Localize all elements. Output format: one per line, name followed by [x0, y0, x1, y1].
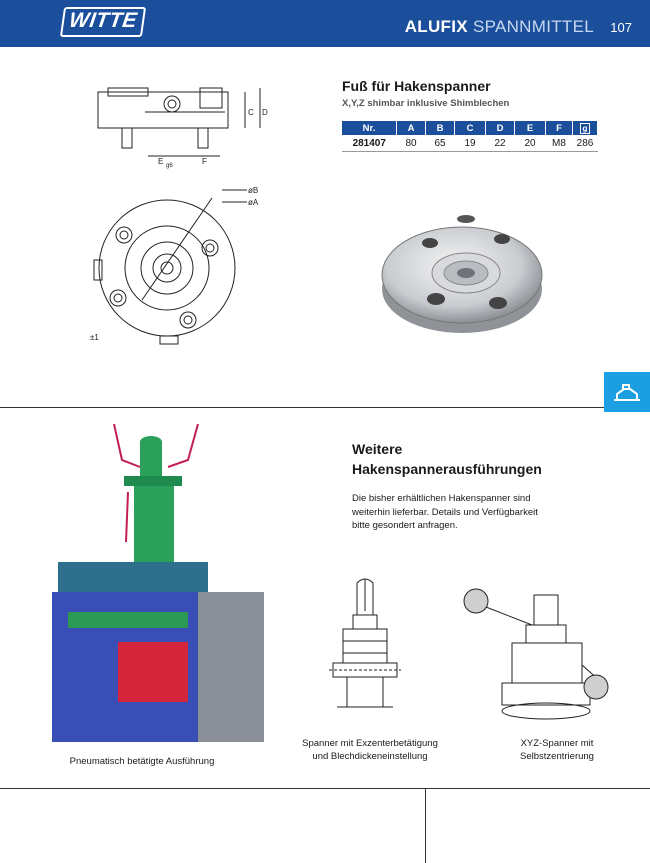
caption-xyz: [492, 737, 622, 763]
page-number: 107: [610, 20, 632, 35]
col-d: D: [486, 121, 515, 135]
eccentric-clamp-drawing: [325, 575, 415, 725]
caption-eccentric-line1: Spanner mit Exzenterbetätigung: [302, 738, 438, 749]
dim-c: C: [248, 108, 254, 117]
spec-table: [342, 121, 598, 152]
caption-pneumatic: Pneumatisch betätigte Ausführung: [69, 756, 215, 767]
cell-c: 19: [455, 135, 486, 152]
section-body-line1: Die bisher erhältlichen Hakenspanner sind: [352, 493, 531, 504]
dim-e-sub: g6: [166, 163, 173, 169]
weight-icon: g: [580, 123, 591, 134]
cell-weight: 286: [573, 135, 598, 152]
section-divider: [0, 407, 604, 408]
cell-nr: 281407: [342, 135, 397, 152]
logo-text: WITTE: [67, 9, 139, 32]
caption-eccentric: [290, 737, 450, 763]
clamp-icon: [604, 372, 650, 412]
side-view-drawing: [70, 82, 270, 172]
dim-f: F: [202, 157, 207, 166]
page-header: [0, 0, 650, 47]
dim-d: D: [262, 108, 268, 117]
section-title: [352, 439, 542, 479]
product-photo: [370, 195, 550, 355]
cell-d: 22: [486, 135, 515, 152]
footer-vertical-divider: [425, 788, 426, 863]
footer-divider: [0, 788, 650, 789]
cell-b: 65: [426, 135, 455, 152]
product-subtitle: X,Y,Z shimbar inklusive Shimblechen: [342, 98, 510, 109]
col-a: A: [397, 121, 426, 135]
catalog-title-bold: ALUFIX: [404, 17, 468, 36]
col-weight: [573, 121, 598, 135]
section-body: [352, 492, 572, 533]
product-title: Fuß für Hakenspanner: [342, 78, 491, 94]
caption-xyz-line1: XYZ-Spanner mit: [520, 738, 594, 749]
section-body-line2: weiterhin lieferbar. Details und Verfügbarkeit: [352, 506, 538, 518]
section-title-line1: Weitere: [352, 441, 403, 457]
side-section-tab[interactable]: [604, 372, 650, 412]
top-view-drawing: [82, 180, 282, 350]
col-f: F: [546, 121, 573, 135]
section-title-line2: Hakenspannerausführungen: [352, 461, 542, 477]
dim-b: øB: [248, 186, 259, 195]
col-b: B: [426, 121, 455, 135]
cell-f: M8: [546, 135, 573, 152]
section-body-line3: bitte gesondert anfragen.: [352, 520, 458, 531]
caption-eccentric-line2: und Blechdickeneinstellung: [312, 751, 428, 762]
dim-e: E: [158, 157, 164, 166]
caption-xyz-line2: Selbstzentrierung: [520, 751, 594, 762]
xyz-clamp-drawing: [462, 585, 612, 725]
pneumatic-clamp-image: [48, 412, 268, 752]
witte-logo: [60, 7, 146, 37]
dim-a: øA: [248, 198, 259, 207]
catalog-title-light: SPANNMITTEL: [472, 17, 594, 36]
table-row: [342, 135, 598, 152]
col-c: C: [455, 121, 486, 135]
catalog-title: [405, 17, 594, 37]
col-e: E: [515, 121, 546, 135]
dim-pm1: ±1: [90, 333, 99, 342]
col-nr: Nr.: [342, 121, 397, 135]
cell-e: 20: [515, 135, 546, 152]
spec-table-header: [342, 121, 598, 135]
cell-a: 80: [397, 135, 426, 152]
